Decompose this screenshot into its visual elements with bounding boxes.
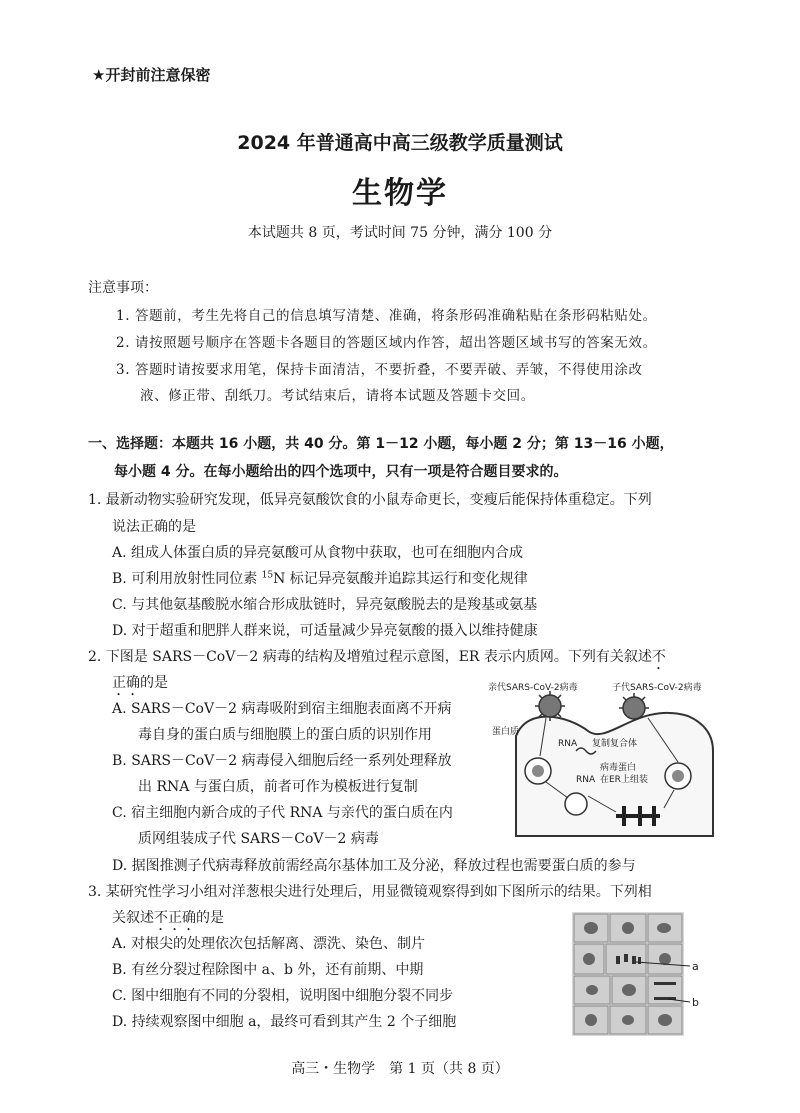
virus-replication-diagram (488, 676, 728, 846)
question-1-option-a: A. 组成人体蛋白质的异亮氨酸可从食物中获取，也可在细胞内合成 (112, 545, 524, 561)
label-rna: RNA (558, 739, 578, 749)
question-1-option-c: C. 与其他氨基酸脱水缩合形成肽链时，异亮氨酸脱去的是羧基或氨基 (112, 597, 538, 613)
question-2-option-c: C. 宿主细胞内新合成的子代 RNA 与亲代的蛋白质在内 (112, 805, 453, 821)
label-parent-virus: 亲代SARS-CoV-2病毒 (488, 683, 578, 693)
note-item: 1. 答题前，考生先将自己的信息填写清楚、准确，将条形码准确粘贴在条形码粘贴处。 (116, 308, 657, 324)
question-1-stem-cont: 说法正确的是 (112, 519, 196, 535)
onion-root-tip-micrograph (572, 912, 710, 1036)
question-1-option-d: D. 对于超重和肥胖人群来说，可适量减少异亮氨酸的摄入以维持健康 (112, 623, 538, 639)
emphasis-correct: 正确 (112, 675, 140, 691)
question-2-option-a-cont: 毒自身的蛋白质与细胞膜上的蛋白质的识别作用 (138, 727, 432, 743)
question-2-stem-cont: 正确的是 (112, 675, 168, 691)
page-footer: 高三・生物学 第 1 页（共 8 页） (291, 1061, 509, 1077)
exam-title: 2024 年普通高中高三级教学质量测试 (237, 132, 563, 154)
section-heading-cont: 每小题 4 分。在每小题给出的四个选项中，只有一项是符合题目要求的。 (114, 464, 568, 480)
section-heading: 一、选择题：本题共 16 小题，共 40 分。第 1－12 小题，每小题 2 分；第 13－16 小题， (88, 436, 674, 452)
emphasis-incorrect: 不正确 (154, 910, 196, 926)
label-a: a (692, 960, 699, 973)
question-2-option-a: A. SARS－CoV－2 病毒吸附到宿主细胞表面离不开病 (112, 701, 452, 717)
confidential-mark: ★开封前注意保密 (92, 66, 211, 84)
label-child-virus: 子代SARS-CoV-2病毒 (612, 683, 702, 693)
note-item: 3. 答题时请按要求用笔，保持卡面清洁，不要折叠，不要弄破、弄皱，不得使用涂改 (116, 362, 643, 378)
label-protein: 蛋白质 (492, 727, 520, 737)
subject-title: 生物学 (352, 176, 448, 211)
uncoating-vesicle (565, 793, 587, 815)
question-2-option-c-cont: 质网组装成子代 SARS－CoV－2 病毒 (138, 831, 379, 847)
exam-info: 本试题共 8 页，考试时间 75 分钟，满分 100 分 (247, 225, 553, 241)
label-viral-protein: 病毒蛋白 (600, 763, 637, 773)
isotope-superscript: 15 (261, 570, 274, 581)
question-3-option-a: A. 对根尖的处理依次包括解离、漂洗、染色、制片 (112, 936, 426, 952)
virus-in-vesicle-icon (532, 765, 544, 777)
label-rna-2: RNA (576, 775, 596, 785)
emphasis-not: 不 (651, 649, 666, 665)
question-3-stem-cont: 关叙述不正确的是 (112, 910, 224, 926)
note-item: 2. 请按照题号顺序在答题卡各题目的答题区域内作答，超出答题区域书写的答案无效。 (116, 335, 657, 351)
question-3-option-c: C. 图中细胞有不同的分裂相，说明图中细胞分裂不同步 (112, 988, 454, 1004)
question-1-stem: 1. 最新动物实验研究发现，低异亮氨酸饮食的小鼠寿命更长，变瘦后能保持体重稳定。下列 (88, 492, 652, 508)
parent-virus-icon (535, 691, 565, 721)
question-3-option-b: B. 有丝分裂过程除图中 a、b 外，还有前期、中期 (112, 962, 424, 978)
question-2-stem: 2. 下图是 SARS－CoV－2 病毒的结构及增殖过程示意图，ER 表示内质网。下列有关叙述不 (88, 649, 666, 665)
question-2-option-b: B. SARS－CoV－2 病毒侵入细胞后经一系列处理释放 (112, 753, 452, 769)
question-2-option-b-cont: 出 RNA 与蛋白质，前者可作为模板进行复制 (138, 779, 418, 795)
question-3-option-d: D. 持续观察图中细胞 a，最终可看到其产生 2 个子细胞 (112, 1014, 457, 1030)
note-item: 液、修正带、刮纸刀。考试结束后，请将本试题及答题卡交回。 (140, 388, 535, 404)
label-er-assembly: 在ER上组装 (600, 775, 648, 785)
label-b: b (692, 996, 699, 1009)
child-virus-icon (619, 693, 649, 719)
question-3-stem: 3. 某研究性学习小组对洋葱根尖进行处理后，用显微镜观察得到如下图所示的结果。下列相 (88, 884, 652, 900)
child-virus-in-vesicle-icon (672, 770, 684, 782)
question-1-option-b: B. 可利用放射性同位素 $^{15}$N 标记异亮氨酸并追踪其运行和变化规律 (112, 570, 528, 587)
notes-heading: 注意事项： (88, 280, 158, 296)
label-replication-complex: 复制复合体 (592, 739, 638, 749)
endoplasmic-reticulum-icon (616, 806, 660, 826)
question-2-option-d: D. 据图推测子代病毒释放前需经高尔基体加工及分泌，释放过程也需要蛋白质的参与 (112, 858, 636, 874)
